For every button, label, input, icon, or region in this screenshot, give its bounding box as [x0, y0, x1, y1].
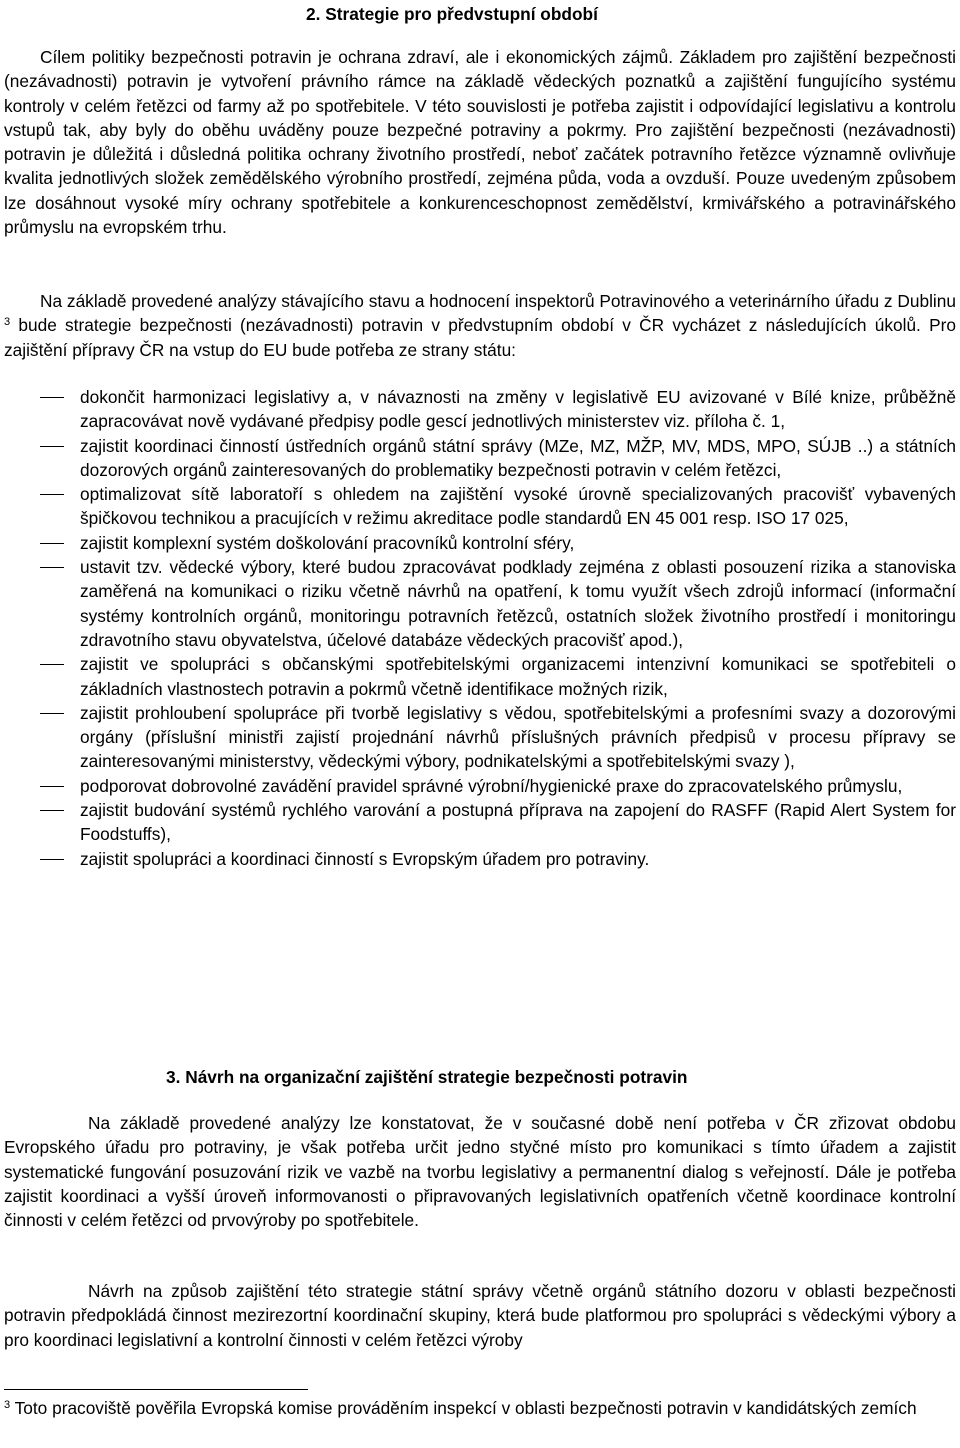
task-text: zajistit spolupráci a koordinaci činností s Evropským úřadem pro potraviny.: [80, 848, 650, 869]
task-list-item: [4, 385, 956, 434]
task-text: dokončit harmonizaci legislativy a, v návaznosti na změny v legislativě EU avizované v Bílé knize, průběžně zapracovávat nově vydávané předpisy podle gescí jednotlivých ministerstev viz. příloha č. 1,: [80, 387, 956, 432]
dash-bullet-icon: [40, 664, 64, 665]
dash-bullet-icon: [40, 397, 64, 398]
footnote: [4, 1396, 956, 1420]
task-text: zajistit koordinaci činností ústředních orgánů státní správy (MZe, MZ, MŽP, MV, MDS, MPO, SÚJB ..) a státních dozorových orgánů zainteresovaných do problematiky bezpečnosti potravin v celém řetězci,: [80, 435, 956, 480]
task-text: zajistit budování systémů rychlého varování a postupná příprava na zapojení do RASFF (Rapid Alert System for Foodstuffs),: [80, 800, 956, 845]
task-list-item: [4, 774, 956, 798]
section-2-paragraph-2: [4, 289, 956, 362]
task-list-item: [4, 701, 956, 774]
dash-bullet-icon: [40, 713, 64, 714]
dash-bullet-icon: [40, 543, 64, 544]
dash-bullet-icon: [40, 567, 64, 568]
footnote-reference-3: 3: [4, 316, 11, 329]
dash-bullet-icon: [40, 810, 64, 811]
section-2-paragraph-1: Cílem politiky bezpečnosti potravin je ochrana zdraví, ale i ekonomických zájmů. Základem pro zajištění bezpečnosti (nezávadnosti) potravin je vytvoření právního rámce na základě vědeckých poznatků a zajištění fungujícího systému kontroly v celém řetězci od farmy až po spotřebitele. V této souvislosti je potřeba zajistit i odpovídající legislativu a kontrolu vstupů tak, aby byly do oběhu uváděny pouze bezpečné potraviny a pokrmy. Pro zajištění bezpečnosti (nezávadnosti) potravin je důležitá i důsledná politika ochrany životního prostředí, neboť začátek potravního řetězce významně ovlivňuje kvalita jednotlivých složek zemědělského výrobního prostředí, zejména půda, voda a ovzduší. Pouze uvedeným způsobem lze dosáhnout vysoké míry ochrany spotřebitele a konkurenceschopnost zemědělství, krmivářského a potravinářského průmyslu na evropském trhu.: [4, 47, 956, 238]
section-3-paragraph-2: Návrh na způsob zajištění této strategie státní správy včetně orgánů státního dozoru v oblasti bezpečnosti potravin předpokládá činnost mezirezortní koordinační skupiny, která bude platformou pro spolupráci s vědeckými výbory a pro koordinaci legislativní a kontrolní činnosti v celém řetězci výroby: [4, 1281, 956, 1350]
task-list-item: [4, 531, 956, 555]
footnote-marker: 3: [4, 1399, 11, 1411]
dash-bullet-icon: [40, 494, 64, 495]
footnote-text: Toto pracoviště pověřila Evropská komise prováděním inspekcí v oblasti bezpečnosti potravin v kandidátských zemích: [10, 1398, 917, 1418]
task-list-item: [4, 482, 956, 531]
paragraph-2-text-start: Na základě provedené analýzy stávajícího stavu a hodnocení inspektorů Potravinového a veterinárního úřadu z Dublinu: [40, 291, 956, 311]
task-text: podporovat dobrovolné zavádění pravidel správné výrobní/hygienické praxe do zpracovatelského průmyslu,: [80, 775, 903, 796]
task-list-item: [4, 847, 956, 871]
task-text: ustavit tzv. vědecké výbory, které budou zpracovávat podklady zejména z oblasti posouzení rizika a stanoviska zaměřená na komunikaci o riziku včetně návrhů na opatření, k tomu využít všech zdrojů informací (informační systémy kontrolních orgánů, monitoringu potravních řetězců, ostatních složek životního prostředí i monitoringu zdravotního stavu obyvatelstva, účelové databáze vědeckých pracovišť apod.),: [80, 557, 956, 650]
task-list: [4, 385, 956, 871]
dash-bullet-icon: [40, 446, 64, 447]
dash-bullet-icon: [40, 786, 64, 787]
section-2-heading: 2. Strategie pro předvstupní období: [306, 4, 598, 24]
section-3-heading: 3. Návrh na organizační zajištění strategie bezpečnosti potravin: [166, 1067, 688, 1087]
section-3-paragraph-1: Na základě provedené analýzy lze konstatovat, že v současné době není potřeba v ČR zřizovat obdobu Evropského úřadu pro potraviny, je však potřeba určit jedno styčné místo pro komunikaci s tímto úřadem a zajistit systematické fungování posuzování rizik ve vazbě na tvorbu legislativy a permanentní dialog s veřejností. Dále je potřeba zajistit koordinaci a vyšší úroveň informovanosti o připravovaných legislativních opatřeních včetně koordinace kontrolní činnosti v celém řetězci od prvovýroby po spotřebitele.: [4, 1113, 956, 1231]
task-text: zajistit ve spolupráci s občanskými spotřebitelskými organizacemi intenzivní komunikaci se spotřebiteli o základních vlastnostech potravin a pokrmů včetně identifikace možných rizik,: [80, 654, 956, 699]
task-text: zajistit komplexní systém doškolování pracovníků kontrolní sféry,: [80, 532, 575, 553]
paragraph-2-text-end: bude strategie bezpečnosti (nezávadnosti) potravin v předvstupním období v ČR vycházet z následujících úkolů. Pro zajištění přípravy ČR na vstup do EU bude potřeba ze strany státu:: [4, 315, 956, 360]
task-list-item: [4, 798, 956, 847]
task-text: zajistit prohloubení spolupráce při tvorbě legislativy s vědou, spotřebitelskými a profesními svazy a dozorovými orgány (příslušní ministři zajistí projednání návrhů příslušných právních předpisů v procesu přípravy se zainteresovanými ministerstvy, vědeckými výbory, podnikatelskými a spotřebitelskými svazy ),: [80, 702, 956, 772]
task-list-item: [4, 434, 956, 483]
task-text: optimalizovat sítě laboratoří s ohledem na zajištění vysoké úrovně specializovaných pracovišť vybavených špičkovou technikou a pracujících v režimu akreditace podle standardů EN 45 001 resp. ISO 17 025,: [80, 484, 956, 529]
task-list-item: [4, 652, 956, 701]
task-list-item: [4, 555, 956, 652]
footnote-separator: [4, 1389, 308, 1390]
dash-bullet-icon: [40, 859, 64, 860]
